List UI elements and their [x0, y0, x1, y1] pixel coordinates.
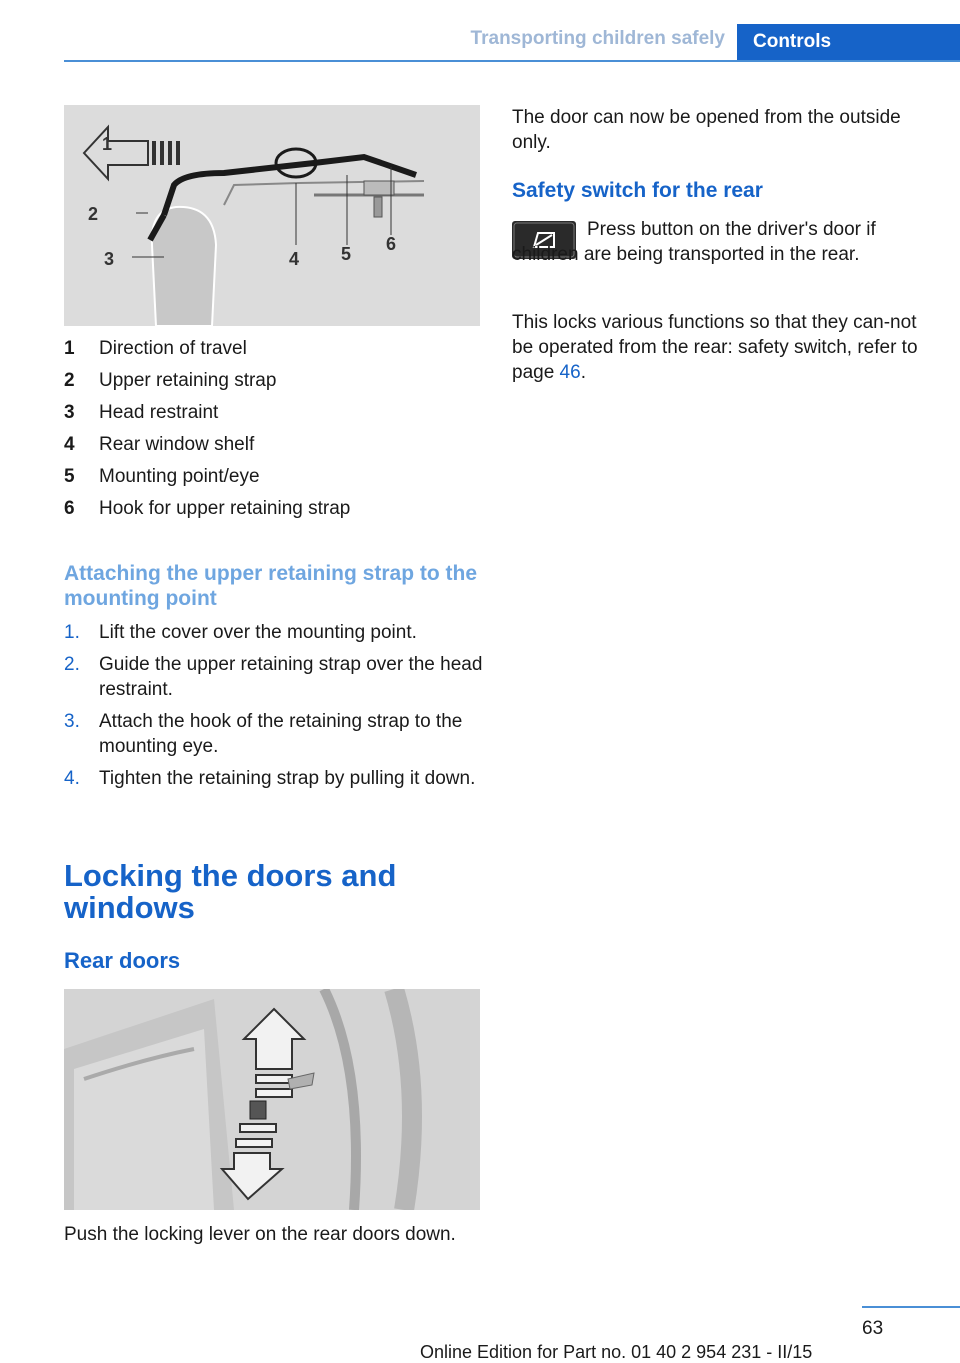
legend-number: 2 [64, 370, 75, 391]
edition-note: Online Edition for Part no. 01 40 2 954 231 - II/15 [420, 1342, 813, 1362]
callout-4: 4 [289, 249, 300, 269]
step-item [64, 652, 484, 702]
footer-rule [862, 1306, 960, 1308]
door-open-text: The door can now be opened from the outside only. [512, 107, 901, 153]
legend-text: Rear window shelf [99, 434, 255, 455]
page-number: 63 [862, 1318, 884, 1339]
legend-item [64, 338, 484, 370]
header-rule [64, 60, 960, 62]
step-item [64, 620, 484, 645]
legend-item [64, 434, 484, 466]
legend-number: 6 [64, 498, 75, 519]
legend-text: Head restraint [99, 402, 219, 423]
callout-2: 2 [88, 204, 99, 224]
legend-number: 4 [64, 434, 75, 455]
legend-number: 3 [64, 402, 75, 423]
legend-item [64, 402, 484, 434]
chapter-tab: Controls [737, 24, 960, 61]
locking-heading: Locking the doors and windows [64, 858, 397, 925]
step-number: 3. [64, 711, 80, 732]
step-item [64, 766, 484, 791]
legend-text: Hook for upper retaining strap [99, 498, 351, 519]
callout-3: 3 [104, 249, 115, 269]
legend-text: Mounting point/eye [99, 466, 260, 487]
lock-functions-text-end: . [580, 362, 586, 383]
legend-number: 5 [64, 466, 75, 487]
step-number: 1. [64, 622, 80, 643]
section-title: Transporting children safely [470, 28, 725, 49]
callout-1: 1 [102, 134, 113, 154]
step-text: Attach the hook of the retaining strap to the mounting eye. [99, 711, 463, 757]
legend-item [64, 466, 484, 498]
legend-text: Upper retaining strap [99, 370, 277, 391]
strap-illustration [64, 105, 480, 326]
attach-steps [64, 620, 484, 798]
rear-doors-heading: Rear doors [64, 948, 181, 973]
safety-switch-heading: Safety switch for the rear [512, 179, 763, 202]
step-text: Guide the upper retaining strap over the head restraint. [99, 654, 483, 700]
rear-doors-caption: Push the locking lever on the rear doors down. [64, 1224, 456, 1245]
legend-item [64, 498, 484, 530]
step-text: Lift the cover over the mounting point. [99, 622, 417, 643]
legend-item [64, 370, 484, 402]
strap-diagram [64, 105, 480, 326]
figure-legend [64, 338, 484, 530]
door-illustration [64, 989, 480, 1210]
step-text: Tighten the retaining strap by pulling it down. [99, 768, 476, 789]
lock-functions-text [512, 310, 932, 385]
safety-switch-text: Press button on the driver's door if children are being transported in the rear. [512, 219, 876, 265]
rear-door-photo [64, 989, 480, 1210]
page-reference-link[interactable]: 46 [559, 362, 581, 383]
step-number: 2. [64, 654, 80, 675]
legend-text: Direction of travel [99, 338, 247, 359]
step-item [64, 709, 484, 759]
legend-number: 1 [64, 338, 75, 359]
step-number: 4. [64, 768, 80, 789]
attach-heading: Attaching the upper retaining strap to the mounting point [64, 562, 478, 610]
callout-6: 6 [386, 234, 397, 254]
lock-functions-text-main: This locks various functions so that they can‐not be operated from the rear: safety switch, refer to page [512, 312, 918, 383]
callout-5: 5 [341, 244, 352, 264]
